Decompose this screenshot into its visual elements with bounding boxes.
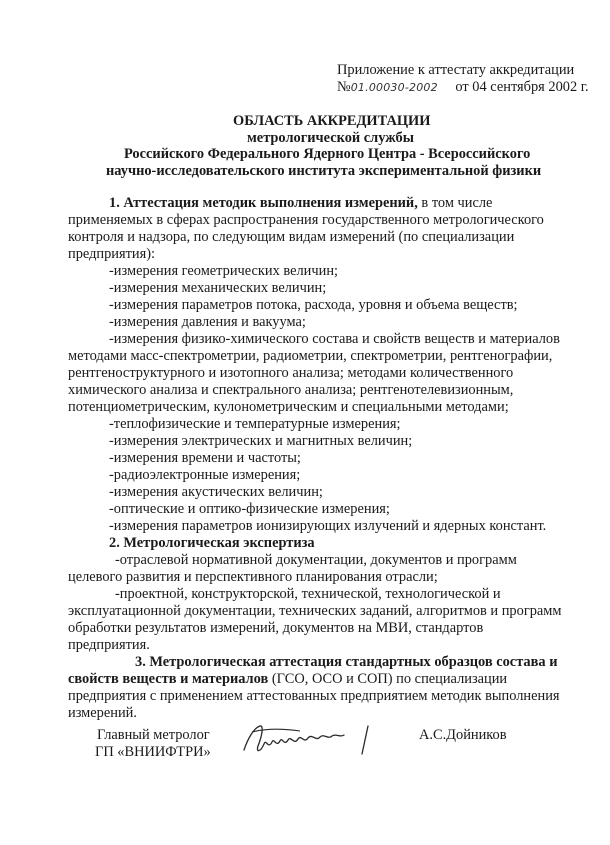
section1-heading-rest: в том числе <box>417 195 493 211</box>
list-item: -измерения механических величин; <box>109 280 327 296</box>
section1-heading <box>109 195 492 212</box>
list-item: -измерения параметров потока, расхода, уровня и объема веществ; <box>109 297 518 313</box>
section2-line: эксплуатационной документации, технических заданий, алгоритмов и программ <box>68 603 562 619</box>
list-item: -оптические и оптико-физические измерения; <box>109 501 390 517</box>
header-date: от 04 сентября 2002 г. <box>455 79 589 95</box>
section3-heading-line2 <box>68 671 507 688</box>
title-main: ОБЛАСТЬ АККРЕДИТАЦИИ <box>233 113 431 129</box>
section2-line: -отраслевой нормативной документации, документов и программ <box>115 552 517 568</box>
signatory-name: А.С.Дойников <box>419 727 507 743</box>
section2-line: предприятия. <box>68 637 150 653</box>
section2-heading: 2. Метрологическая экспертиза <box>109 535 315 551</box>
signatory-organization: ГП «ВНИИФТРИ» <box>95 744 211 760</box>
signatory-position: Главный метролог <box>97 727 210 743</box>
section1-line: применяемых в сферах распространения государственного метрологического <box>68 212 544 228</box>
title-line3: Российского Федерального Ядерного Центра - Всероссийского <box>124 146 531 162</box>
section1-line: контроля и надзора, по следующим видам измерений (по специализации <box>68 229 515 245</box>
list-item-continued: химического анализа и спектрального анализа; рентгенотелевизионным, <box>68 382 514 398</box>
number-sign: № <box>337 79 351 95</box>
list-item-continued: рентгеноструктурного и изотопного анализа; методами количественного <box>68 365 514 381</box>
list-item: -измерения физико-химического состава и свойств веществ и материалов <box>109 331 560 347</box>
section3-heading-bold: свойств веществ и материалов <box>68 671 269 687</box>
section3-line: предприятия с применением аттестованных предприятием методик выполнения <box>68 688 560 704</box>
list-item: -измерения геометрических величин; <box>109 263 339 279</box>
section3-line: измерений. <box>68 705 137 721</box>
list-item: -измерения времени и частоты; <box>109 450 301 466</box>
list-item: -измерения электрических и магнитных величин; <box>109 433 413 449</box>
header-number-line <box>337 79 589 96</box>
list-item: -измерения давления и вакуума; <box>109 314 306 330</box>
list-item: -радиоэлектронные измерения; <box>109 467 301 483</box>
list-item: -измерения параметров ионизирующих излучений и ядерных констант. <box>109 518 547 534</box>
section1-line: предприятия): <box>68 246 156 262</box>
section2-line: целевого развития и перспективного планирования отрасли; <box>68 569 438 585</box>
title-line4: научно-исследовательского института экспериментальной физики <box>106 163 542 179</box>
list-item: -измерения акустических величин; <box>109 484 323 500</box>
list-item-continued: потенциометрическим, кулонометрическим и специальными методами; <box>68 399 509 415</box>
list-item-continued: методами масс-спектрометрии, радиометрии, спектрометрии, рентгенографии, <box>68 348 553 364</box>
section3-heading: 3. Метрологическая аттестация стандартных образцов состава и <box>135 654 558 670</box>
section2-line: обработки результатов измерений, документов на МВИ, стандартов <box>68 620 484 636</box>
section2-line: -проектной, конструкторской, технической, технологической и <box>115 586 501 602</box>
handwritten-number: 01.00030-2002 <box>350 81 438 94</box>
title-line2: метрологической службы <box>247 130 414 146</box>
list-item: -теплофизические и температурные измерения; <box>109 416 401 432</box>
section1-heading-bold: 1. Аттестация методик выполнения измерений, <box>109 195 418 211</box>
handwritten-signature <box>238 720 388 767</box>
header-attachment-line: Приложение к аттестату аккредитации <box>337 62 575 78</box>
signature-icon <box>238 720 388 762</box>
section3-heading-rest: (ГСО, ОСО и СОП) по специализации <box>268 671 508 687</box>
